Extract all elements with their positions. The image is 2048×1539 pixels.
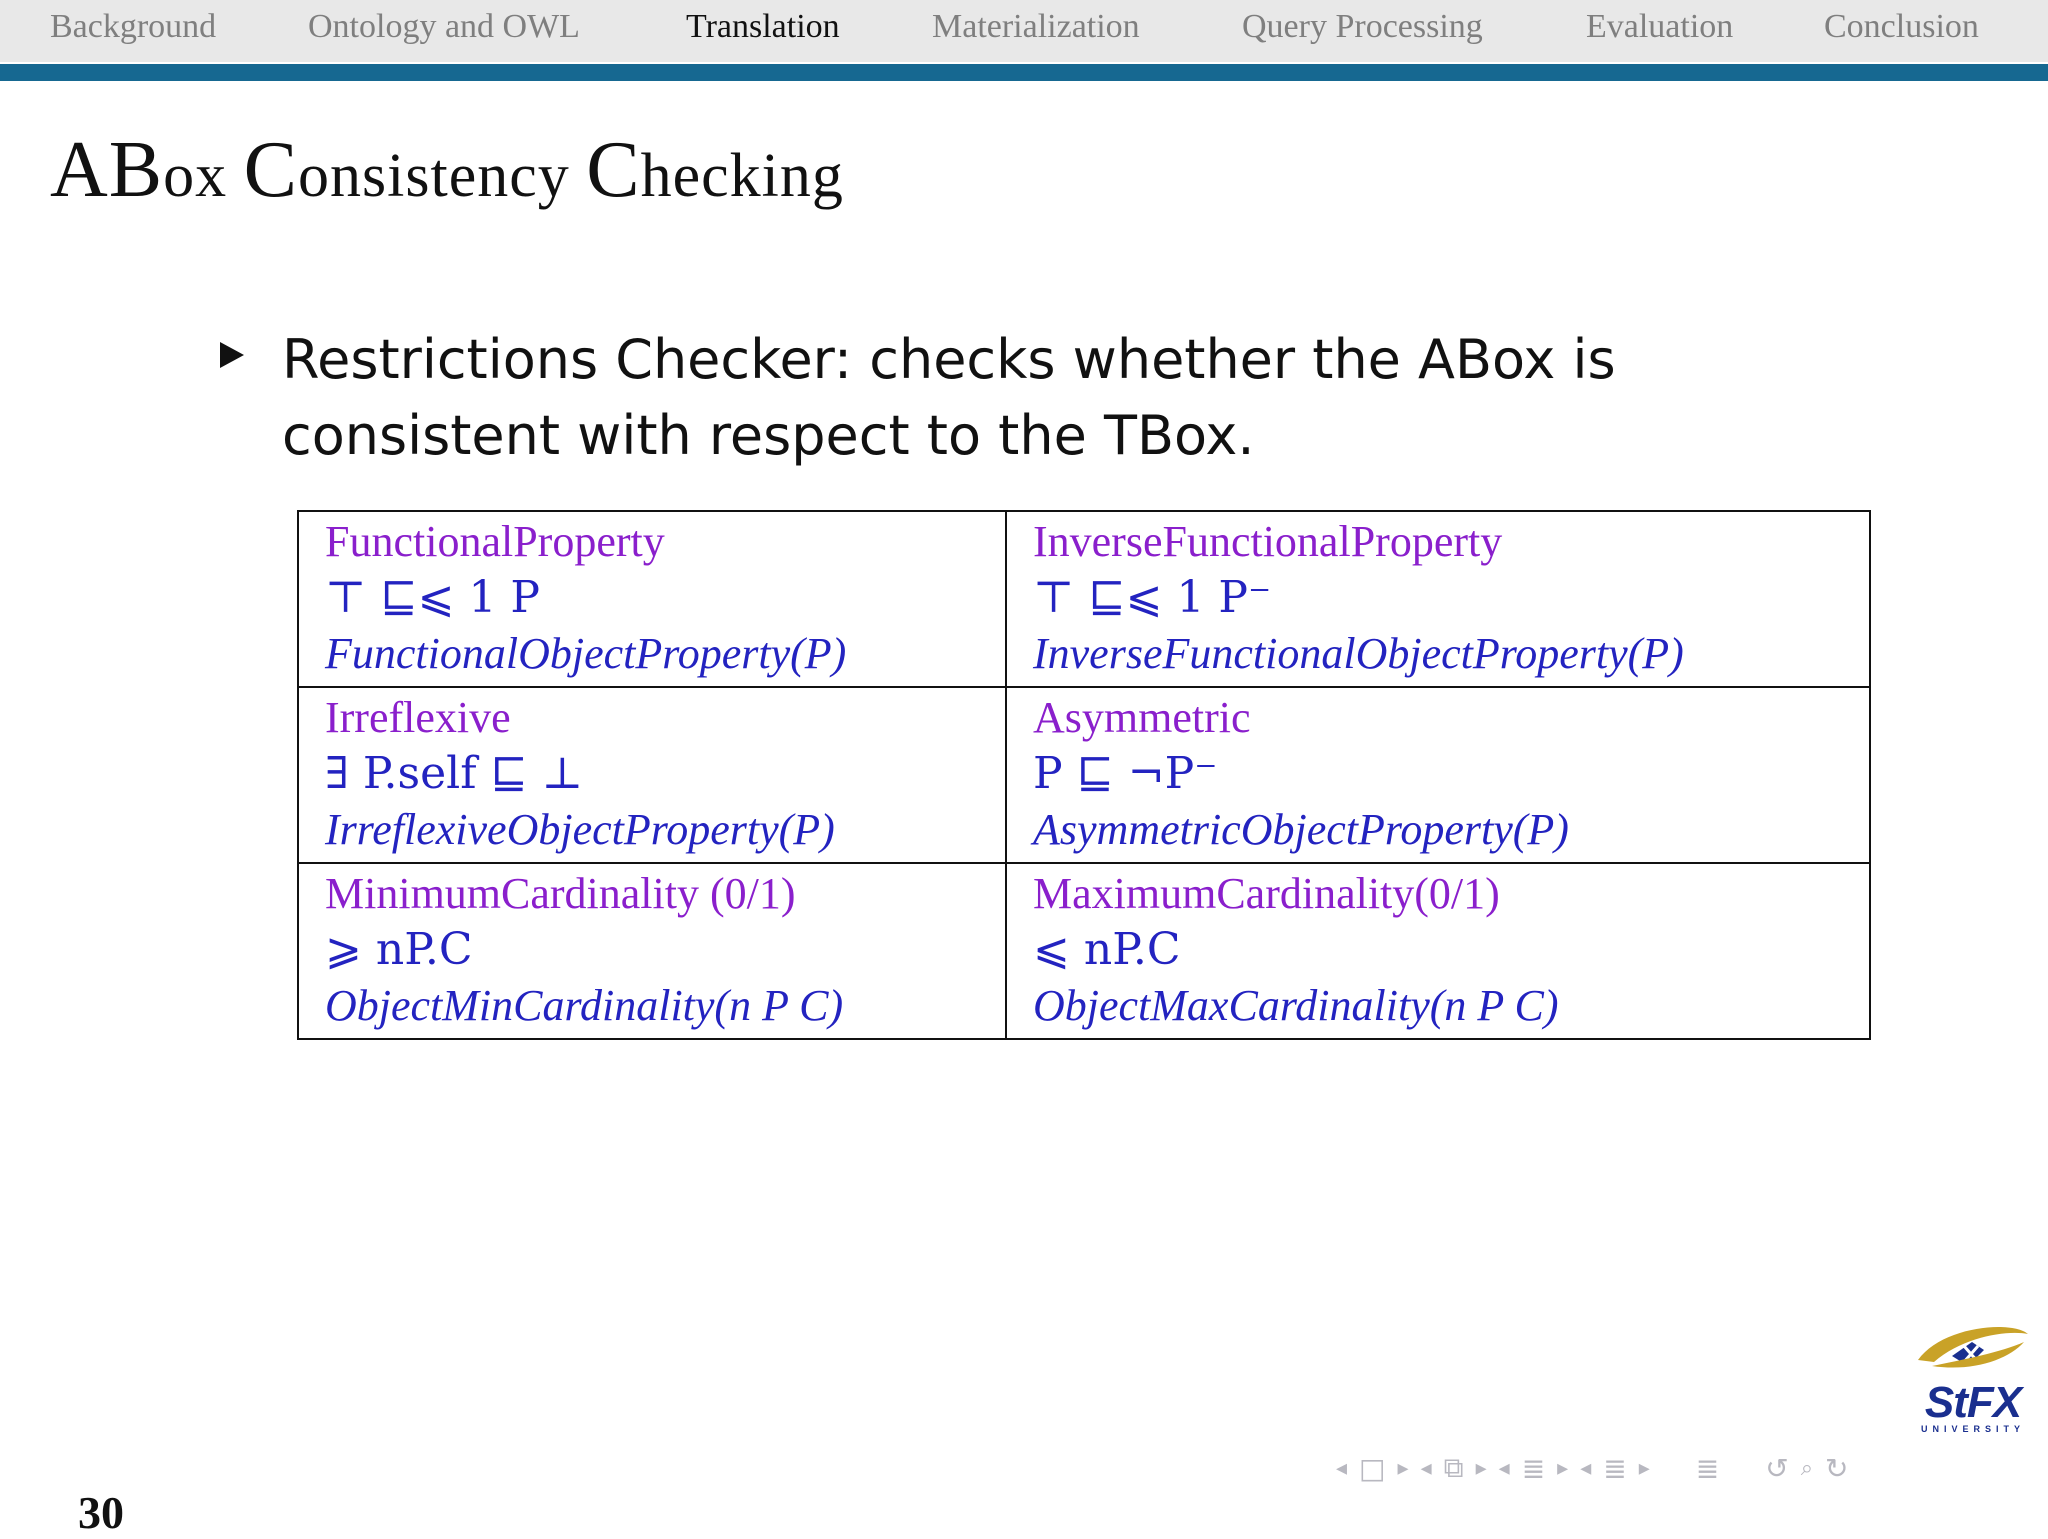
title-part: C	[586, 126, 641, 214]
table-cell-inverse-functional-property	[1006, 511, 1870, 687]
redo-icon[interactable]: ↻	[1825, 1451, 1849, 1485]
title-part: onsistency	[298, 142, 587, 210]
restriction-dl-formula: ⩾ nP.C	[325, 924, 473, 975]
subsection-frames-icon[interactable]: ⧉	[1443, 1451, 1464, 1484]
restriction-dl-formula: P ⊑ ¬P⁻	[1033, 748, 1218, 799]
restriction-dl-formula: ∃ P.self ⊑ ⊥	[325, 748, 584, 799]
next-arrow-icon[interactable]: ▸	[1397, 1455, 1409, 1481]
restriction-owl-axiom: ObjectMinCardinality(n P C)	[325, 981, 844, 1030]
title-part: hecking	[640, 142, 844, 210]
page-number: 30	[78, 1487, 124, 1538]
outline-icon[interactable]: ≣	[1695, 1451, 1720, 1485]
table-cell-asymmetric	[1006, 687, 1870, 863]
prev-arrow-icon[interactable]: ◂	[1580, 1455, 1592, 1481]
search-icon[interactable]: ⌕	[1800, 1455, 1814, 1481]
restriction-name: Irreflexive	[325, 693, 511, 742]
restriction-owl-axiom: FunctionalObjectProperty(P)	[325, 629, 847, 678]
table-cell-maximum-cardinality	[1006, 863, 1870, 1039]
nav-item-background[interactable]: Background	[50, 8, 217, 45]
restrictions-table	[297, 510, 1871, 1040]
bullet-triangle-icon	[220, 342, 244, 368]
restriction-owl-axiom: ObjectMaxCardinality(n P C)	[1033, 981, 1559, 1030]
restriction-owl-axiom: AsymmetricObjectProperty(P)	[1033, 805, 1569, 854]
logo-wordmark: StFX	[1924, 1378, 2022, 1427]
table-row	[298, 687, 1870, 863]
restriction-name: FunctionalProperty	[325, 517, 665, 566]
restriction-name: InverseFunctionalProperty	[1033, 517, 1503, 566]
bullet-text: Restrictions Checker: checks whether the ABox is consistent with respect to the TBox.	[282, 328, 1616, 467]
table-row	[298, 863, 1870, 1039]
title-part: ox	[163, 142, 244, 210]
nav-item-evaluation[interactable]: Evaluation	[1586, 8, 1734, 45]
next-arrow-icon[interactable]: ▸	[1557, 1455, 1569, 1481]
subsection-icon[interactable]: ≣	[1521, 1451, 1546, 1485]
restriction-owl-axiom: InverseFunctionalObjectProperty(P)	[1033, 629, 1684, 678]
restriction-dl-formula: ⩽ nP.C	[1033, 924, 1181, 975]
prev-arrow-icon[interactable]: ◂	[1420, 1455, 1432, 1481]
nav-item-conclusion[interactable]: Conclusion	[1824, 8, 1979, 45]
next-arrow-icon[interactable]: ▸	[1475, 1455, 1487, 1481]
prev-arrow-icon[interactable]: ◂	[1336, 1455, 1348, 1481]
nav-item-ontology-and-owl[interactable]: Ontology and OWL	[308, 8, 580, 45]
restriction-owl-axiom: IrreflexiveObjectProperty(P)	[325, 805, 835, 854]
section-icon[interactable]: ≣	[1603, 1451, 1627, 1485]
beamer-navigation-controls	[1330, 1448, 1855, 1488]
frame-icon[interactable]: □	[1359, 1451, 1386, 1485]
title-part: C	[243, 126, 298, 214]
table-cell-functional-property	[298, 511, 1006, 687]
table-row	[298, 511, 1870, 687]
prev-arrow-icon[interactable]: ◂	[1498, 1455, 1510, 1481]
nav-item-query-processing[interactable]: Query Processing	[1242, 8, 1483, 45]
nav-item-materialization[interactable]: Materialization	[932, 8, 1140, 45]
navigation-rule	[0, 64, 2048, 81]
restriction-name: MinimumCardinality (0/1)	[325, 869, 796, 918]
table-cell-irreflexive	[298, 687, 1006, 863]
next-arrow-icon[interactable]: ▸	[1638, 1455, 1650, 1481]
logo-subtext: UNIVERSITY	[1920, 1424, 2025, 1434]
nav-item-translation[interactable]: Translation	[686, 8, 840, 45]
navigation-bar	[0, 0, 2048, 62]
slide-title	[50, 125, 844, 216]
restriction-name: Asymmetric	[1033, 693, 1251, 742]
restriction-name: MaximumCardinality(0/1)	[1033, 869, 1500, 918]
undo-icon[interactable]: ↺	[1765, 1451, 1789, 1485]
restriction-dl-formula: ⊤ ⊑⩽ 1 P	[325, 572, 541, 623]
restriction-dl-formula: ⊤ ⊑⩽ 1 P⁻	[1033, 572, 1272, 623]
title-part: AB	[50, 126, 164, 214]
table-cell-minimum-cardinality	[298, 863, 1006, 1039]
